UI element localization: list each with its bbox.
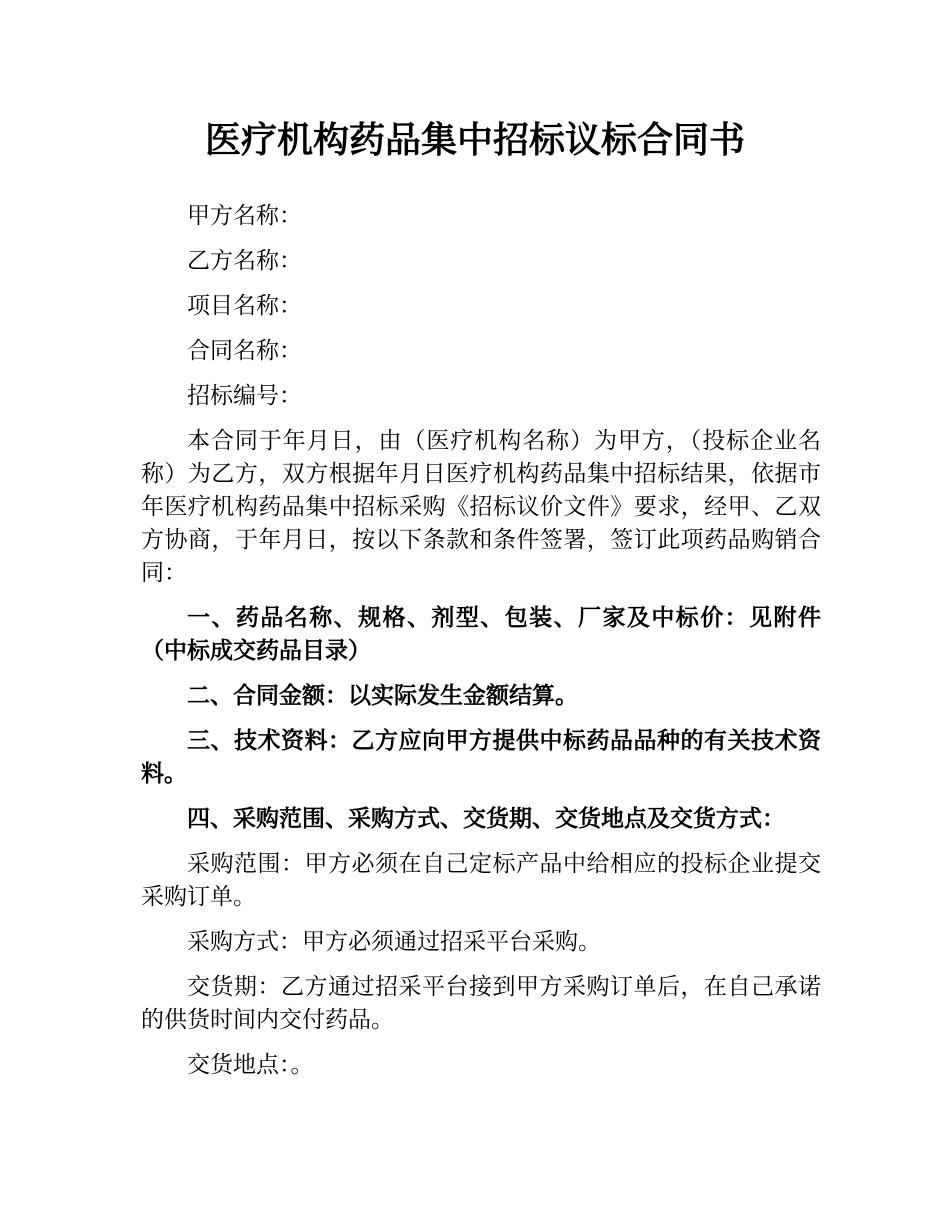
section-2: 二、合同金额：以实际发生金额结算。 [187,683,578,709]
procurement-method: 采购方式：甲方必须通过招采平台采购。 [187,929,601,955]
party-a-field: 甲方名称： [187,203,302,229]
section-4: 四、采购范围、采购方式、交货期、交货地点及交货方式： [187,806,785,832]
delivery-location: 交货地点：。 [187,1052,314,1078]
section-3: 三、技术资料：乙方应向甲方提供中标药品品种的有关技术资料。 [141,728,821,787]
delivery-period: 交货期：乙方通过招采平台接到甲方采购订单后，在自己承诺的供货时间内交付药品。 [141,974,821,1033]
intro-paragraph: 本合同于年月日，由（医疗机构名称）为甲方，（投标企业名称）为乙方，双方根据年月日医疗机构药品集中招标结果，依据市年医疗机构药品集中招标采购《招标议价文件》要求，经甲、乙双方协商，于年月日，按以下条款和条件签署，签订此项药品购销合同： [141,428,821,586]
procurement-scope: 采购范围：甲方必须在自己定标产品中给相应的投标企业提交采购订单。 [141,851,821,910]
project-name-field: 项目名称： [187,293,302,319]
tender-number-field: 招标编号： [187,383,302,409]
contract-name-field: 合同名称： [187,338,302,364]
document-body [141,200,821,1094]
section-1: 一、药品名称、规格、剂型、包装、厂家及中标价：见附件（中标成交药品目录） [141,605,821,664]
party-b-field: 乙方名称： [187,248,302,274]
document-title: 医疗机构药品集中招标议标合同书 [204,120,745,161]
